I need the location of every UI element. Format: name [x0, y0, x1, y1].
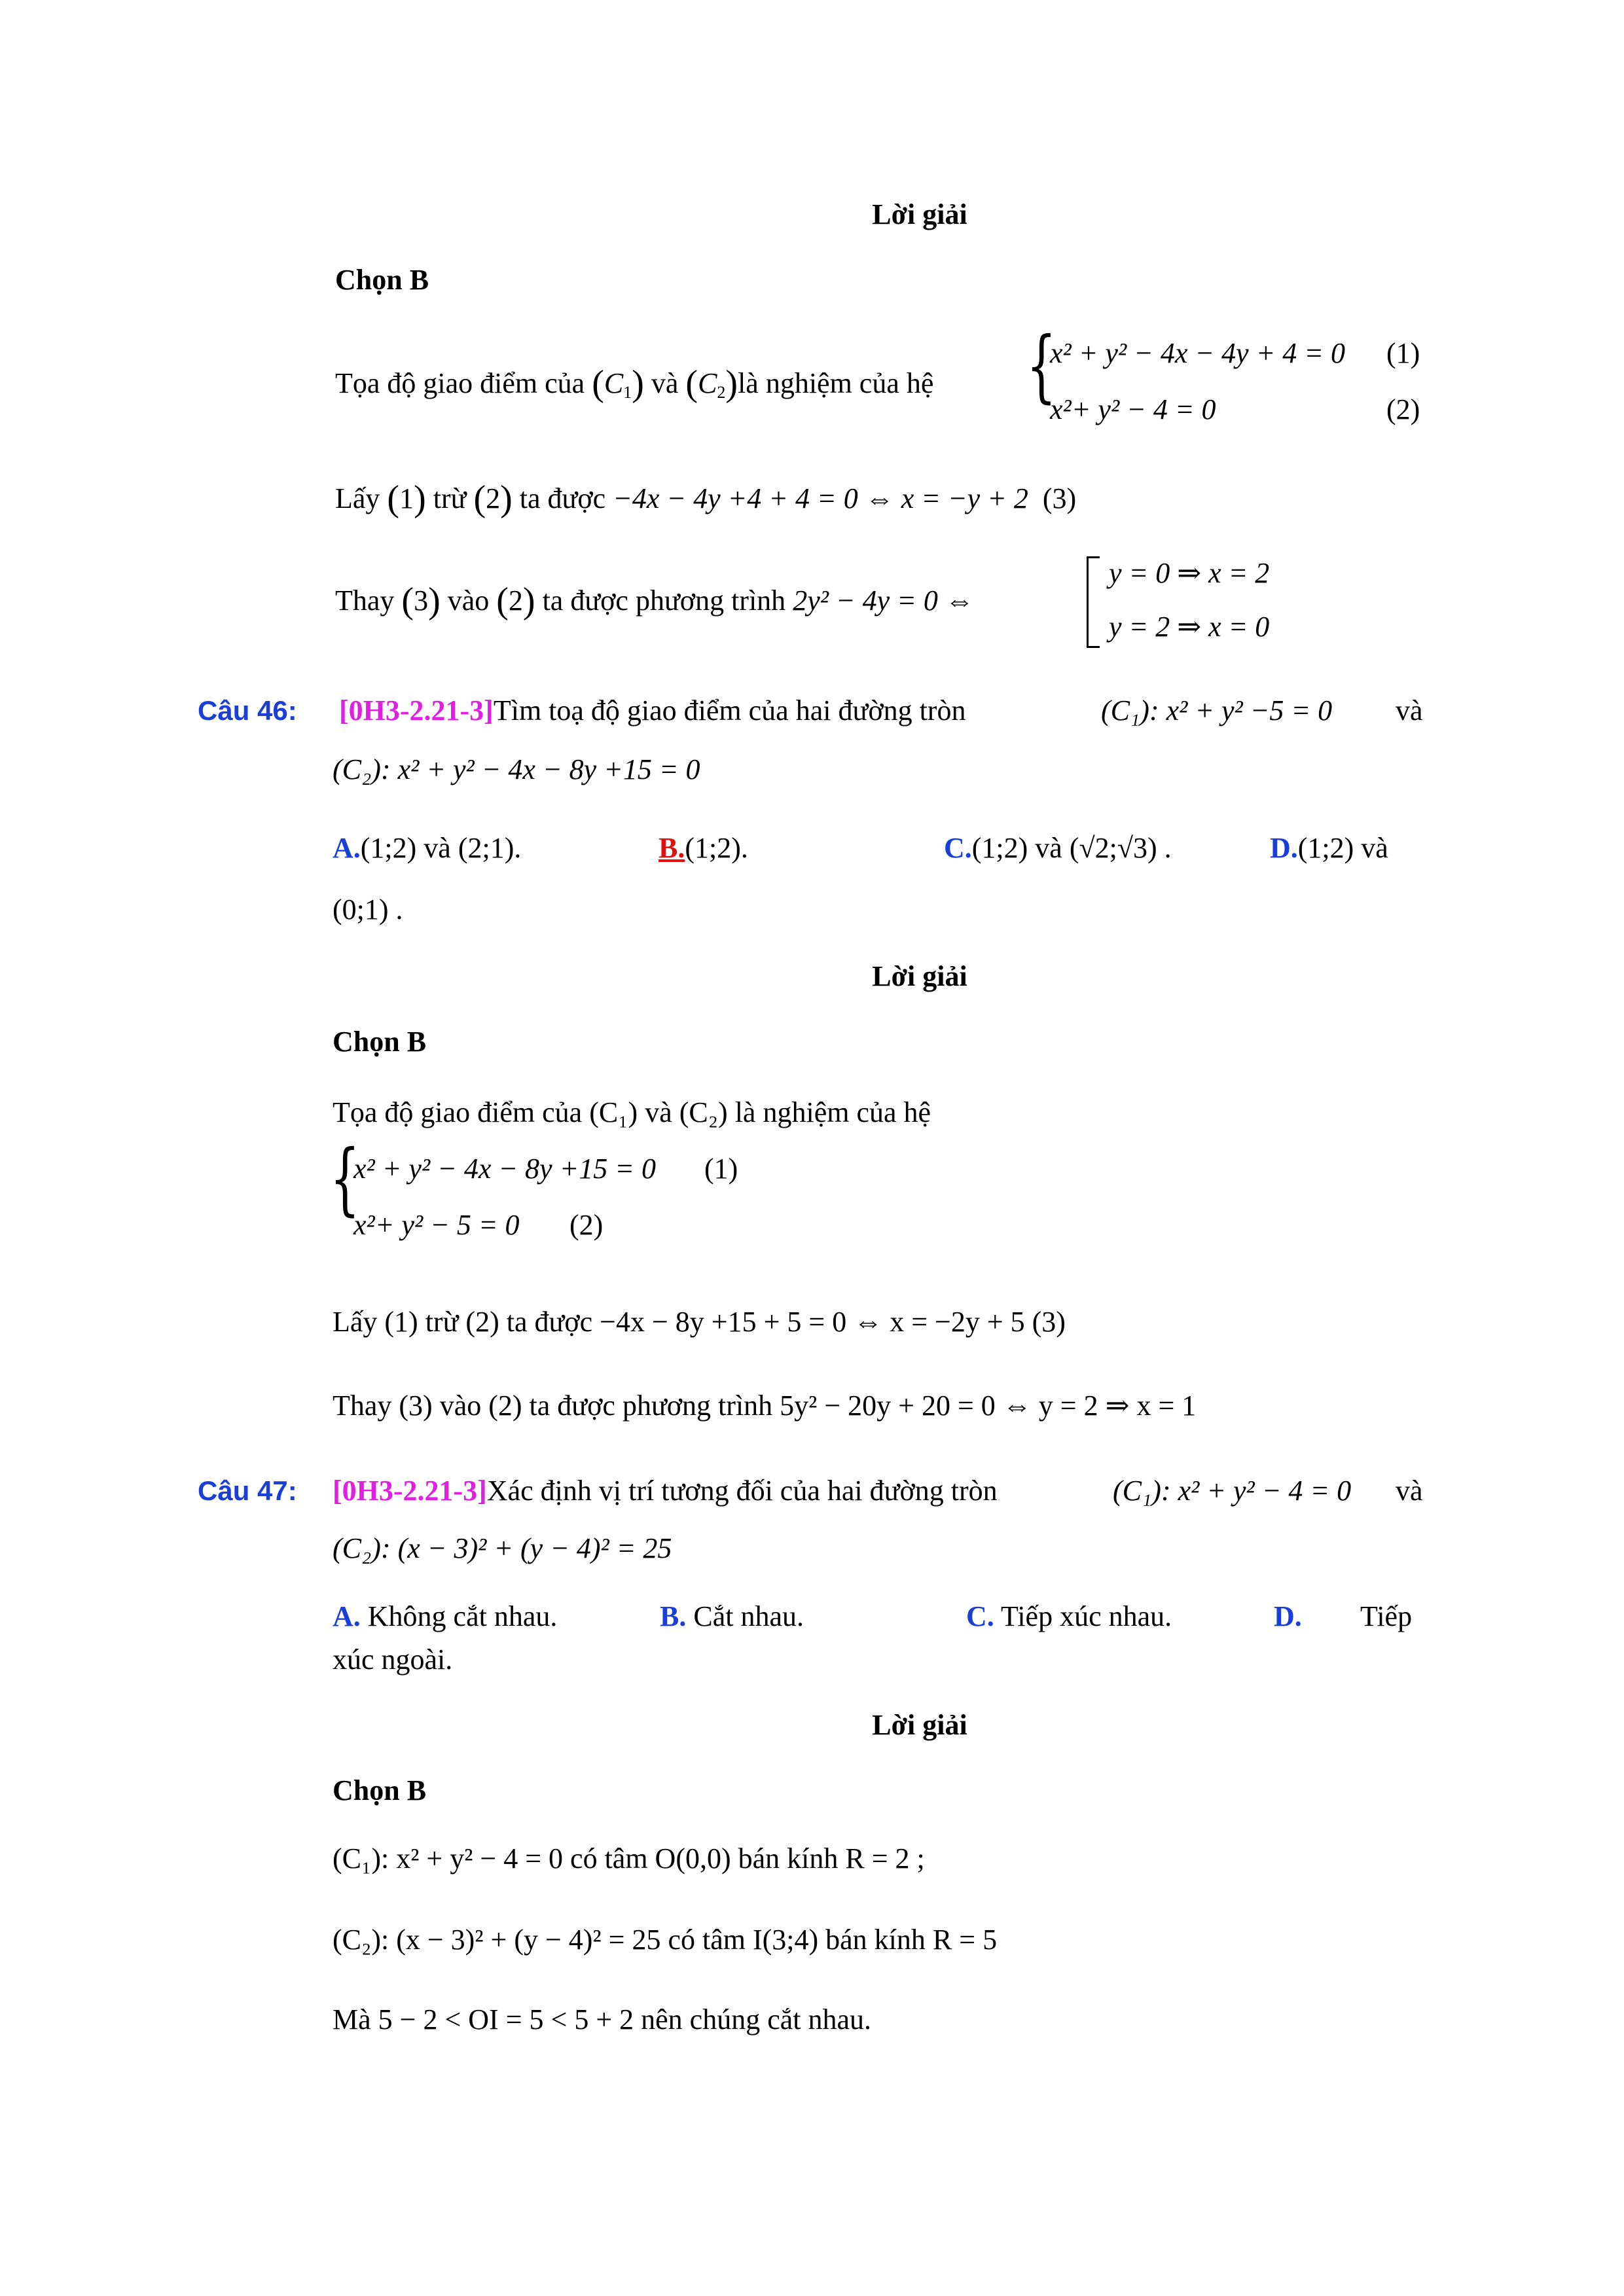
q46-system-brace-icon: {	[330, 1134, 360, 1225]
case-bracket-icon	[1087, 556, 1089, 648]
question-46-circle-2: (C₂): x² + y² − 4x − 8y +15 = 0	[333, 753, 700, 785]
q47-solution-heading: Lời giải	[872, 1709, 967, 1741]
system-brace-icon: {	[1026, 321, 1056, 412]
question-47-option-d-text: Tiếp	[1360, 1600, 1413, 1632]
question-46-option-a[interactable]: A.(1;2) và (2;1).	[333, 832, 522, 864]
question-46-option-b[interactable]: B.(1;2).	[659, 832, 748, 864]
question-46-option-d-cont: (0;1) .	[333, 893, 403, 925]
question-46-and: và	[1396, 694, 1423, 726]
question-46-option-c[interactable]: C.(1;2) và (√2;√3) .	[944, 832, 1172, 864]
question-46-label: Câu 46:	[198, 695, 297, 726]
q46-solution-step-2: Thay (3) vào (2) ta được phương trình 5y² − 20y + 20 = 0 ⇔ y = 2 ⇒ x = 1	[333, 1390, 1197, 1422]
case-1: y = 0 ⇒ x = 2	[1109, 557, 1270, 589]
question-47-and: và	[1396, 1475, 1423, 1507]
solution-step-1: Lấy (1) trừ (2) ta được −4x − 4y +4 + 4 = 0 ⇔ x = −y + 2 (3)	[335, 478, 1077, 519]
system-label-1: (1)	[1386, 337, 1420, 369]
case-bracket-bottom-icon	[1087, 646, 1100, 648]
question-47-option-d-cont: xúc ngoài.	[333, 1643, 453, 1676]
question-47-label: Câu 47:	[198, 1475, 297, 1506]
question-47-option-a[interactable]: A. Không cắt nhau.	[333, 1600, 558, 1632]
case-bracket-top-icon	[1087, 556, 1100, 558]
q46-system-equation-2: x²+ y² − 5 = 0	[353, 1209, 520, 1241]
q46-solution-intro: Tọa độ giao điểm của (C₁) và (C₂) là nghiệm của hệ	[333, 1096, 931, 1128]
q47-solution-line-3: Mà 5 − 2 < OI = 5 < 5 + 2 nên chúng cắt nhau.	[333, 2003, 872, 2036]
question-46-option-d[interactable]: D.(1;2) và	[1270, 832, 1388, 864]
q46-solution-step-1: Lấy (1) trừ (2) ta được −4x − 8y +15 + 5 = 0 ⇔ x = −2y + 5 (3)	[333, 1306, 1066, 1338]
q47-solution-line-1: (C₁): x² + y² − 4 = 0 có tâm O(0,0) bán kính R = 2 ;	[333, 1842, 925, 1874]
q46-system-equation-1: x² + y² − 4x − 8y +15 = 0	[353, 1153, 656, 1185]
system-equation-2: x²+ y² − 4 = 0	[1050, 393, 1216, 425]
solution-intro: Tọa độ giao điểm của $(C_1)$ và $(C_2)là$ nghiệm của hệ	[335, 363, 934, 404]
question-47-circle-2: (C₂): (x − 3)² + (y − 4)² = 25	[333, 1532, 672, 1564]
question-46-stem: [0H3-2.21-3]Tìm toạ độ giao điểm của hai đường tròn	[339, 694, 966, 726]
q46-solution-choice: Chọn B	[333, 1026, 427, 1058]
q46-system-label-2: (2)	[569, 1209, 604, 1241]
question-47-stem: [0H3-2.21-3]Xác định vị trí tương đối của hai đường tròn	[333, 1475, 998, 1507]
system-label-2: (2)	[1386, 393, 1420, 425]
solution-heading: Lời giải	[872, 198, 967, 230]
q47-solution-line-2: (C₂): (x − 3)² + (y − 4)² = 25 có tâm I(3;4) bán kính R = 5	[333, 1924, 998, 1956]
question-47-option-d[interactable]: D.	[1274, 1600, 1302, 1632]
question-47-circle-1: (C₁): x² + y² − 4 = 0	[1113, 1475, 1352, 1507]
question-47-option-c[interactable]: C. Tiếp xúc nhau.	[966, 1600, 1172, 1632]
q46-system-label-1: (1)	[704, 1153, 738, 1185]
q46-solution-heading: Lời giải	[872, 960, 967, 992]
solution-choice: Chọn B	[335, 264, 429, 296]
q47-solution-choice: Chọn B	[333, 1774, 427, 1806]
solution-step-2: Thay (3) vào (2) ta được phương trình 2y² − 4y = 0 ⇔	[335, 581, 974, 621]
case-2: y = 2 ⇒ x = 0	[1109, 611, 1270, 643]
question-46-circle-1: (C₁): x² + y² −5 = 0	[1101, 694, 1333, 726]
question-47-option-b[interactable]: B. Cắt nhau.	[660, 1600, 804, 1632]
system-equation-1: x² + y² − 4x − 4y + 4 = 0	[1050, 337, 1345, 369]
